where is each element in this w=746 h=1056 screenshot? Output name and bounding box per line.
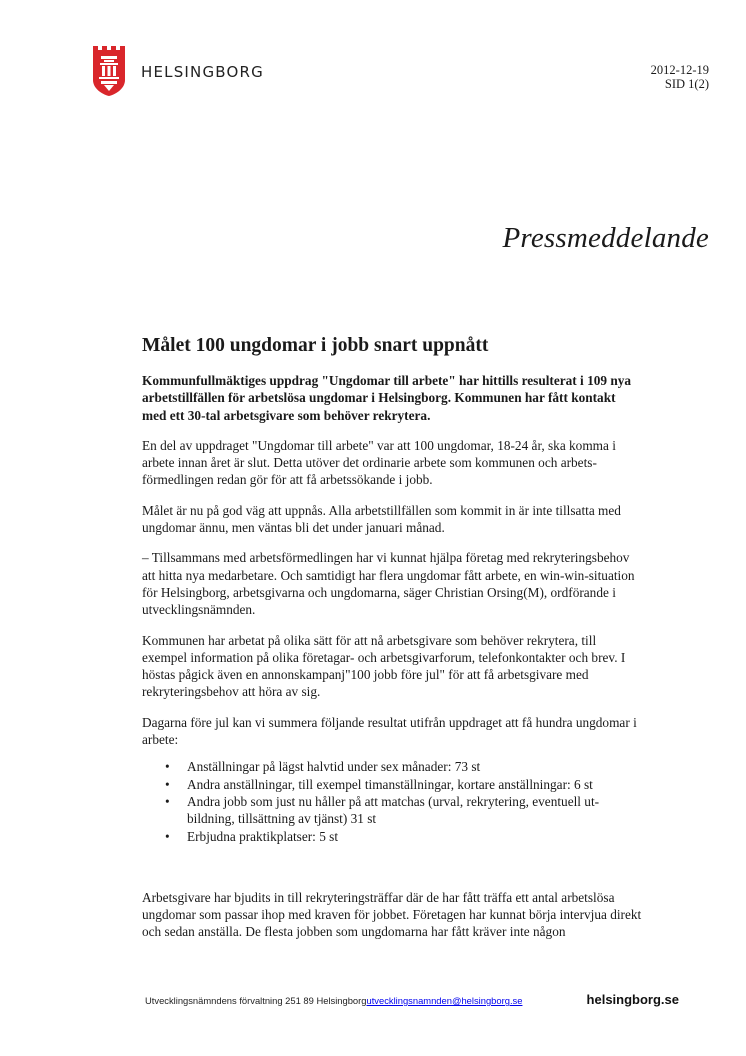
document-type: Pressmeddelande — [502, 222, 709, 254]
bullet-icon: • — [165, 776, 170, 792]
helsingborg-crest-icon — [92, 44, 126, 98]
article-title: Målet 100 ungdomar i jobb snart uppnått — [142, 335, 489, 356]
list-item — [165, 758, 642, 775]
page-indicator: SID 1(2) — [664, 77, 709, 91]
list-item — [165, 793, 642, 828]
bullet-icon: • — [165, 793, 170, 809]
footer-website: helsingborg.se — [586, 992, 679, 1007]
article-body — [142, 334, 642, 954]
paragraph: – Tillsammans med arbetsförmedlingen har vi kunnat hjälpa företag med rekryteringsbehov att hitta nya medarbetare. Och samtidigt har flera ungdomar fått arbete, en win-win-situation för Helsingborg, arbetsgivarna och ungdomarna, säger Christian Orsing(M), ordförande i utvecklingsnämnden. — [142, 550, 635, 618]
paragraph: Dagarna före jul kan vi summera följande resultat utifrån uppdraget att få hundra ungdomar i arbete: — [142, 714, 637, 748]
list-item-text: Erbjudna praktikplatser: 5 st — [187, 828, 339, 844]
paragraph: En del av uppdraget "Ungdomar till arbete" var att 100 ungdomar, 18-24 år, ska komma i arbete innan året är slut. Detta utöver det ordinarie arbete som kommunen och arbetsförmedlingen redan gör för att få arbetssökande i jobb. — [142, 437, 616, 488]
list-item-text: Andra jobb som just nu håller på att matchas (urval, rekrytering, eventuell utbildning, tillsättning av tjänst) 31 st — [187, 793, 600, 827]
paragraph: Kommunen har arbetat på olika sätt för att nå arbetsgivare som behöver rekrytera, till exempel information på olika företagar- och arbetsgivarforum, telefonkontakter och brev. I höstas pågick även en annonskampanj"100 jobb före jul" för att få arbetsgivare med rekryteringsbehov att höra av sig. — [142, 632, 626, 700]
paragraph: Arbetsgivare har bjudits in till rekryteringsträffar där de har fått träffa ett antal arbetslösa ungdomar som passar ihop med kraven för jobbet. Företagen har kunnat börja intervjua direkt och sedan anställa. De flesta jobben som ungdomarna har fått kräver inte någon — [142, 889, 642, 940]
results-list — [142, 758, 642, 844]
article-lead: Kommunfullmäktiges uppdrag "Ungdomar till arbete" har hittills resulterat i 109 nya arbetstillfällen för arbetslösa ungdomar i Helsingborg. Kommunen har fått kontakt med ett 30-tal arbetsgivare som behöver rekrytera. — [142, 373, 632, 423]
bullet-icon: • — [165, 828, 170, 844]
footer-address-text: Utvecklingsnämndens förvaltning 251 89 Helsingborg — [145, 995, 367, 1006]
list-item — [165, 828, 642, 845]
list-item — [165, 776, 642, 793]
document-date: 2012-12-19 — [650, 63, 709, 77]
paragraph: Målet är nu på god väg att uppnås. Alla arbetstillfällen som kommit in är inte tillsatta med ungdomar ännu, men väntas bli det under januari månad. — [142, 502, 621, 536]
bullet-icon: • — [165, 759, 170, 775]
footer-email-link[interactable]: utvecklingsnamnden@helsingborg.se — [366, 995, 523, 1006]
list-item-text: Andra anställningar, till exempel timanställningar, kortare anställningar: 6 st — [187, 776, 593, 792]
brand-name: HELSINGBORG — [141, 63, 264, 81]
list-item-text: Anställningar på lägst halvtid under sex månader: 73 st — [187, 759, 481, 775]
document-meta — [651, 63, 709, 91]
footer-address — [145, 995, 522, 1006]
